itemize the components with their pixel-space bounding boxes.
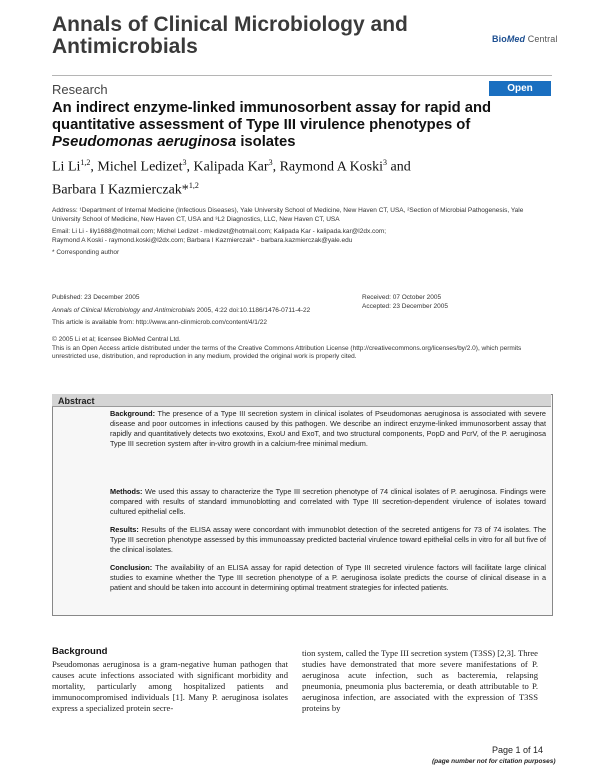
title-part: An indirect enzyme-linked immunosorbent assay for rapid and quantitative assessment of Type III virulence phenotypes of xyxy=(52,100,492,133)
received-date: Received: 07 October 2005 xyxy=(362,294,442,301)
abstract-methods-label: Methods: xyxy=(110,487,143,496)
abstract-heading: Abstract xyxy=(58,396,95,406)
copyright-line: © 2005 Li et al; licensee BioMed Central Ltd. xyxy=(52,336,181,343)
author-affiliation: 3 xyxy=(383,158,388,167)
article-url: This article is available from: http://www.ann-clinmicrob.com/content/4/1/22 xyxy=(52,319,267,326)
author-affiliation: 3 xyxy=(268,158,273,167)
body-column-left: Pseudomonas aeruginosa is a gram-negative human pathogen that causes acute infections associated with significant morbidity and mortality, particularly among hospitalized patients and immunocompromised individuals [1]. Many P. aeruginosa isolates express a specialized protein secre- xyxy=(52,659,288,713)
header-divider xyxy=(52,75,552,76)
author-name: , Kalipada Kar xyxy=(186,159,269,175)
page-number-note: (page number not for citation purposes) xyxy=(432,758,556,765)
page-number: Page 1 of 14 xyxy=(492,745,544,755)
license-text: This is an Open Access article distributed under the terms of the Creative Commons Attribution License (http://creativecommons.org/licenses/by/2.0), which permits unrestricted use, distribution, and reproduction in any medium, provided the original work is properly cited. xyxy=(52,344,522,360)
author-name: , Michel Ledizet xyxy=(90,159,183,175)
abstract-methods-text: We used this assay to characterize the Type III secretion phenotype of 74 clinical isolates of P. aeruginosa. Findings were compared with results of standard immunoblotting and correlated with Type III secretion-dependent virulence of isolates toward cultured epithelial cells. xyxy=(110,487,546,516)
title-part-end: isolates xyxy=(236,134,296,150)
journal-title: Annals of Clinical Microbiology and Antimicrobials xyxy=(52,13,408,58)
logo-part-central: Central xyxy=(525,34,558,44)
abstract-conclusion-label: Conclusion: xyxy=(110,563,153,572)
email-line: Raymond A Koski - raymond.koski@l2dx.com; Barbara I Kazmierczak* - barbara.kazmierczak@yale.edu xyxy=(52,236,353,244)
author-address: Address: ¹Department of Internal Medicine (Infectious Diseases), Yale University School of Medicine, New Haven CT, USA, ²Section of Microbial Pathogenesis, Yale University School of Medicine, New Haven CT, USA and ³L2 Diagnostics, LLC, New Haven CT, USA xyxy=(52,207,524,223)
author-conjunction: and xyxy=(387,159,411,175)
abstract-background xyxy=(110,409,546,449)
section-heading-background: Background xyxy=(52,646,108,657)
author-name: Li Li xyxy=(52,159,81,175)
published-date: Published: 23 December 2005 xyxy=(52,294,140,301)
abstract-background-label: Background: xyxy=(110,409,155,418)
abstract-header-bar xyxy=(52,394,551,407)
author-affiliation: 1,2 xyxy=(80,158,91,167)
title-species: Pseudomonas aeruginosa xyxy=(52,134,237,150)
dates-info xyxy=(362,294,552,311)
publisher-logo xyxy=(492,34,557,44)
article-section: Research xyxy=(52,82,108,97)
abstract-results-text: Results of the ELISA assay were concordant with immunoblot detection of the secreted antigens for 73 of 74 isolates. The Type III secretion phenotype assessed by this immunoassay predicted bacterial virulence toward epithelial cells in vitro for all but five of the clinical isolates. xyxy=(110,525,547,554)
citation-journal: Annals of Clinical Microbiology and Antimicrobials xyxy=(52,306,195,314)
abstract-results-label: Results: xyxy=(110,525,139,534)
logo-part-bio: Bio xyxy=(492,34,507,44)
copyright-block xyxy=(52,336,552,362)
abstract-results xyxy=(110,525,546,555)
author-affiliation: 3 xyxy=(182,158,187,167)
author-emails xyxy=(52,228,552,245)
body-column-right: tion system, called the Type III secretion system (T3SS) [2,3]. Three studies have demonstrated that more severe manifestations of P. aeruginosa acute infection, such as bacteremia, relapsing pneumonia, pneumonia plus bacteremia, or death attributable to P. aeruginosa infection, are associated with the expression of T3SS proteins by xyxy=(302,648,538,713)
article-title xyxy=(52,100,552,151)
author-list xyxy=(52,154,552,199)
abstract-methods xyxy=(110,487,546,517)
open-access-badge: Open Access xyxy=(489,81,551,96)
publication-info xyxy=(52,294,352,328)
abstract-conclusion-text: The availability of an ELISA assay for rapid detection of Type III secreted virulence factors will facilitate large clinical studies to examine whether the Type III secretion phenotype of a P. aeruginosa isolate predicts the course of clinical disease in a patient and should be taken into account in determining optimal treatment strategies for infected patients. xyxy=(110,563,546,592)
email-line: Email: Li Li - lily1688@hotmail.com; Michel Ledizet - mledizet@hotmail.com; Kalipada Kar - kalipada.kar@l2dx.com; xyxy=(52,228,387,235)
author-affiliation: 1,2 xyxy=(188,180,199,190)
abstract-conclusion xyxy=(110,563,546,593)
corresponding-note: * Corresponding author xyxy=(52,249,120,256)
citation xyxy=(52,307,352,316)
author-name: , Raymond A Koski xyxy=(272,159,384,175)
logo-part-med: Med xyxy=(506,34,526,44)
author-name: Barbara I Kazmierczak* xyxy=(52,182,189,198)
abstract-background-text: The presence of a Type III secretion system in clinical isolates of Pseudomonas aeruginosa is associated with severe disease and poor outcomes in infections caused by this pathogen. We describe an indirect enzyme-linked immunosorbent assay that rapidly and quantitatively detects two exotoxins, ExoU and ExoT, and two structural components, PopD and PcrV, of the P. aeruginosa Type III secretion system after in-vitro growth in a calcium-free minimal medium. xyxy=(110,409,546,448)
accepted-date: Accepted: 23 December 2005 xyxy=(362,302,448,310)
citation-doi: 2005, 4:22 doi:10.1186/1476-0711-4-22 xyxy=(194,306,311,314)
